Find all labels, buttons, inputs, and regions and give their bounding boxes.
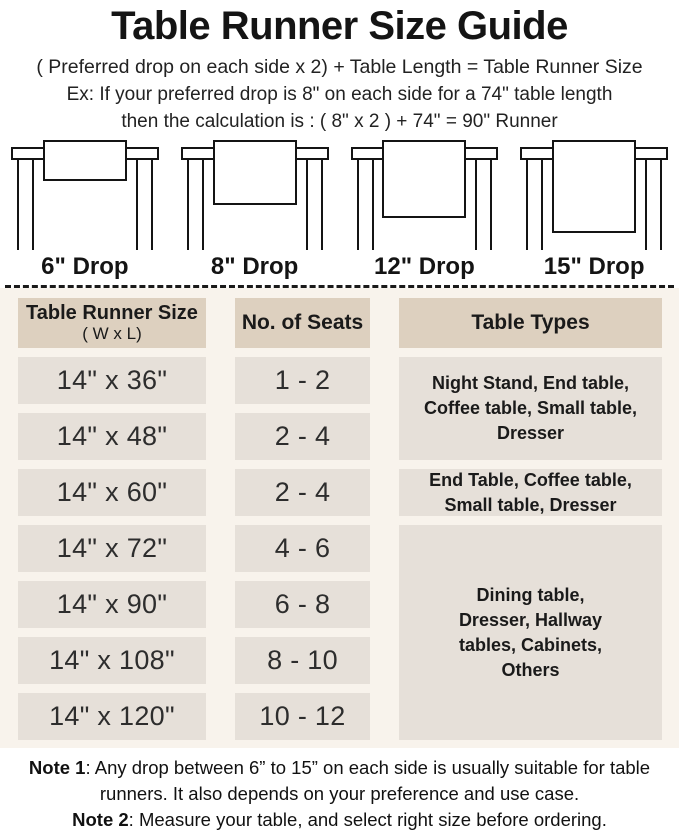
notes-block — [0, 755, 679, 833]
table-leg-icon — [526, 156, 543, 250]
note-1-label: Note 1 — [28, 757, 86, 778]
header-runner-size-title: Table Runner Size — [26, 302, 198, 324]
formula-text: ( Preferred drop on each side x 2) + Table Length = Table Runner Size — [36, 56, 643, 78]
example-line-2: then the calculation is : ( 8" x 2 ) + 74" = 90" Runner — [121, 111, 558, 132]
types-cell-group-2: End Table, Coffee table, Small table, Dresser — [399, 469, 662, 516]
note-1 — [6, 755, 673, 807]
size-cell-6: 14" x 108" — [18, 637, 206, 684]
table-leg-icon — [645, 156, 662, 250]
table-leg-icon — [17, 156, 34, 250]
size-cell-7: 14" x 120" — [18, 693, 206, 740]
seats-cell-7: 10 - 12 — [235, 693, 370, 740]
types-cell-group-3: Dining table, Dresser, Hallway tables, Cabinets, Others — [399, 525, 662, 740]
table-illustration-8in-drop — [170, 140, 340, 252]
size-cell-2: 14" x 48" — [18, 413, 206, 460]
table-leg-icon — [357, 156, 374, 250]
header-seats: No. of Seats — [235, 298, 370, 348]
seats-cell-3: 2 - 4 — [235, 469, 370, 516]
drop-label-12: 12" Drop — [374, 253, 475, 280]
drop-label-6: 6" Drop — [41, 253, 129, 280]
runner-drape-icon — [43, 140, 127, 181]
note-2 — [6, 807, 673, 833]
drop-labels-row — [0, 253, 679, 281]
drop-illustrations — [0, 140, 679, 252]
table-illustration-12in-drop — [340, 140, 510, 252]
seats-cell-2: 2 - 4 — [235, 413, 370, 460]
size-table — [0, 288, 679, 748]
header-runner-size-sub: ( W x L) — [82, 324, 142, 343]
size-cell-1: 14" x 36" — [18, 357, 206, 404]
example-line-1: Ex: If your preferred drop is 8" on each side for a 74" table length — [66, 84, 613, 105]
table-leg-icon — [475, 156, 492, 250]
table-illustration-15in-drop — [509, 140, 679, 252]
header-runner-size — [18, 298, 206, 348]
size-cell-3: 14" x 60" — [18, 469, 206, 516]
note-1-text: : Any drop between 6” to 15” on each side is usually suitable for table runners. It also depends on your preference and use case. — [85, 757, 651, 804]
seats-cell-5: 6 - 8 — [235, 581, 370, 628]
runner-drape-icon — [552, 140, 636, 233]
table-leg-icon — [187, 156, 204, 250]
runner-drape-icon — [382, 140, 466, 218]
drop-label-15: 15" Drop — [543, 253, 645, 280]
drop-label-8: 8" Drop — [210, 253, 299, 280]
runner-drape-icon — [213, 140, 297, 205]
table-leg-icon — [306, 156, 323, 250]
types-cell-group-1: Night Stand, End table, Coffee table, Small table, Dresser — [399, 357, 662, 460]
header-table-types: Table Types — [399, 298, 662, 348]
page-title: Table Runner Size Guide — [111, 4, 568, 48]
seats-cell-4: 4 - 6 — [235, 525, 370, 572]
seats-cell-1: 1 - 2 — [235, 357, 370, 404]
size-cell-4: 14" x 72" — [18, 525, 206, 572]
table-leg-icon — [136, 156, 153, 250]
seats-cell-6: 8 - 10 — [235, 637, 370, 684]
note-2-text: : Measure your table, and select right size before ordering. — [128, 809, 607, 830]
table-illustration-6in-drop — [0, 140, 170, 252]
size-cell-5: 14" x 90" — [18, 581, 206, 628]
note-2-label: Note 2 — [72, 809, 129, 830]
